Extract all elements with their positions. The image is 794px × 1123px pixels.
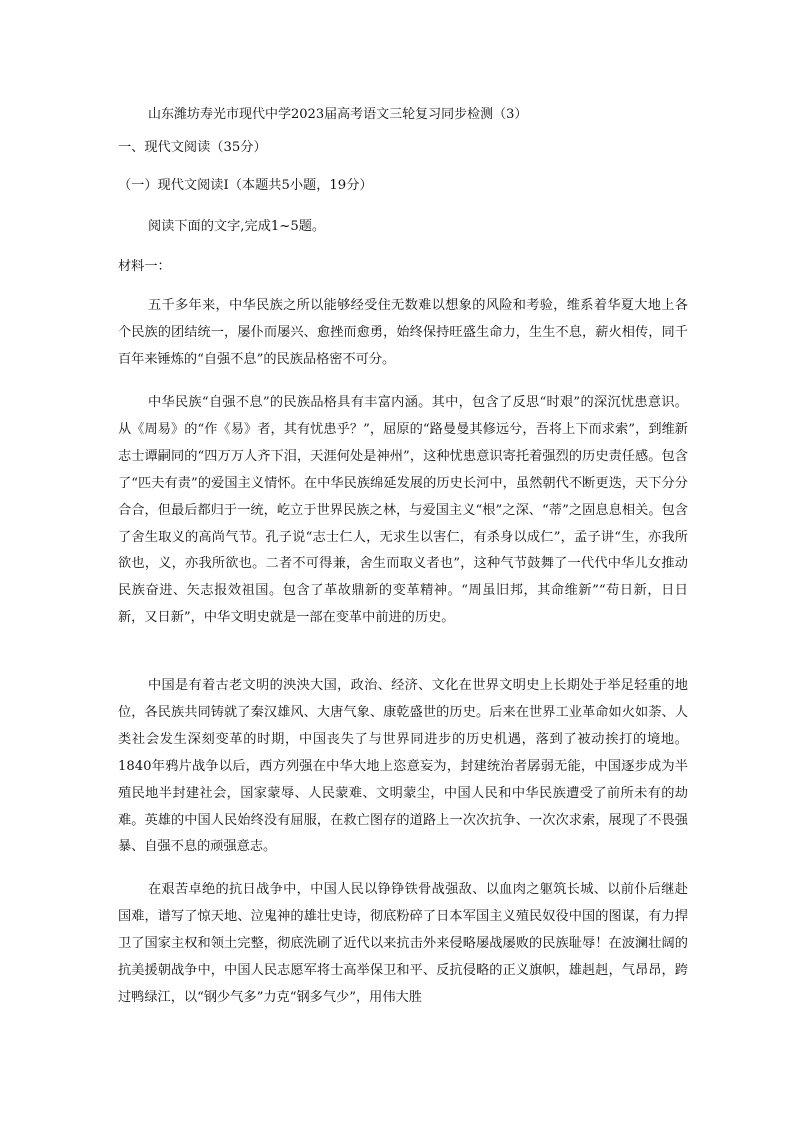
document-title: 山东潍坊寿光市现代中学2023届高考语文三轮复习同步检测（3） [148,107,528,122]
reading-instruction: 阅读下面的文字,完成1~5题。 [148,219,326,234]
body-paragraph: 五千多年来，中华民族之所以能够经受住无数难以想象的风险和考验，维系着华夏大地上各个民族的团结统一，屡仆而屡兴、愈挫而愈勇，始终保持旺盛生命力，生生不息，薪火相传，同千百年来锤炼的“自强不息”的民族品格密不可分。 [118,298,688,367]
body-paragraph: 中国是有着古老文明的泱泱大国，政治、经济、文化在世界文明史上长期处于举足轻重的地位，各民族共同铸就了秦汉雄风、大唐气象、康乾盛世的历史。后来在世界工业革命如火如荼、人类社会发生深刻变革的时期，中国丧失了与世界同进步的历史机遇，落到了被动挨打的境地。1840年鸦片战争以后，西方列强在中华大地上恣意妄为，封建统治者孱弱无能，中国逐步成为半殖民地半封建社会，国家蒙辱、人民蒙难、文明蒙尘，中国人民和中华民族遭受了前所未有的劫难。英雄的中国人民始终没有屈服，在救亡图存的道路上一次次抗争、一次次求索，展现了不畏强暴、自强不息的顽强意志。 [118,678,688,855]
body-paragraph: 在艰苦卓绝的抗日战争中，中国人民以铮铮铁骨战强敌、以血肉之躯筑长城、以前仆后继赴国难，谱写了惊天地、泣鬼神的雄壮史诗，彻底粉碎了日本军国主义殖民奴役中国的图谋，有力捍卫了国家主权和领土完整，彻底洗刷了近代以来抗击外来侵略屡战屡败的民族耻辱！在波澜壮阔的抗美援朝战争中，中国人民志愿军将士高举保卫和平、反抗侵略的正义旗帜，雄赳赳，气昂昂，跨过鸭绿江，以“钢少气多”力克“钢多气少”，用伟大胜 [118,882,688,1005]
material-label: 材料一： [118,259,171,274]
body-paragraph: 中华民族“自强不息”的民族品格具有丰富内涵。其中，包含了反思“时艰”的深沉忧患意识。从《周易》的“作《易》者，其有忧患乎？”，屈原的“路曼曼其修远兮，吾将上下而求索”，到维新志士谭嗣同的“四万万人齐下泪，天涯何处是神州”，这种忧患意识寄托着强烈的历史责任感。包含了“匹夫有责”的爱国主义情怀。在中华民族绵延发展的历史长河中，虽然朝代不断更迭，天下分分合合，但最后都归于一统，屹立于世界民族之林，与爱国主义“根”之深、“蒂”之固息息相关。包含了舍生取义的高尚气节。孔子说“志士仁人，无求生以害仁，有杀身以成仁”，孟子讲“生，亦我所欲也，义，亦我所欲也。二者不可得兼，舍生而取义者也”，这种气节鼓舞了一代代中华儿女推动民族奋进、矢志报效祖国。包含了革故鼎新的变革精神。“周虽旧邦，其命维新”“苟日新，日日新，又日新”，中华文明史就是一部在变革中前进的历史。 [118,395,688,626]
section-heading: 一、现代文阅读（35分） [118,140,267,155]
subsection-heading: （一）现代文阅读Ⅰ（本题共5小题，19分） [118,178,373,193]
